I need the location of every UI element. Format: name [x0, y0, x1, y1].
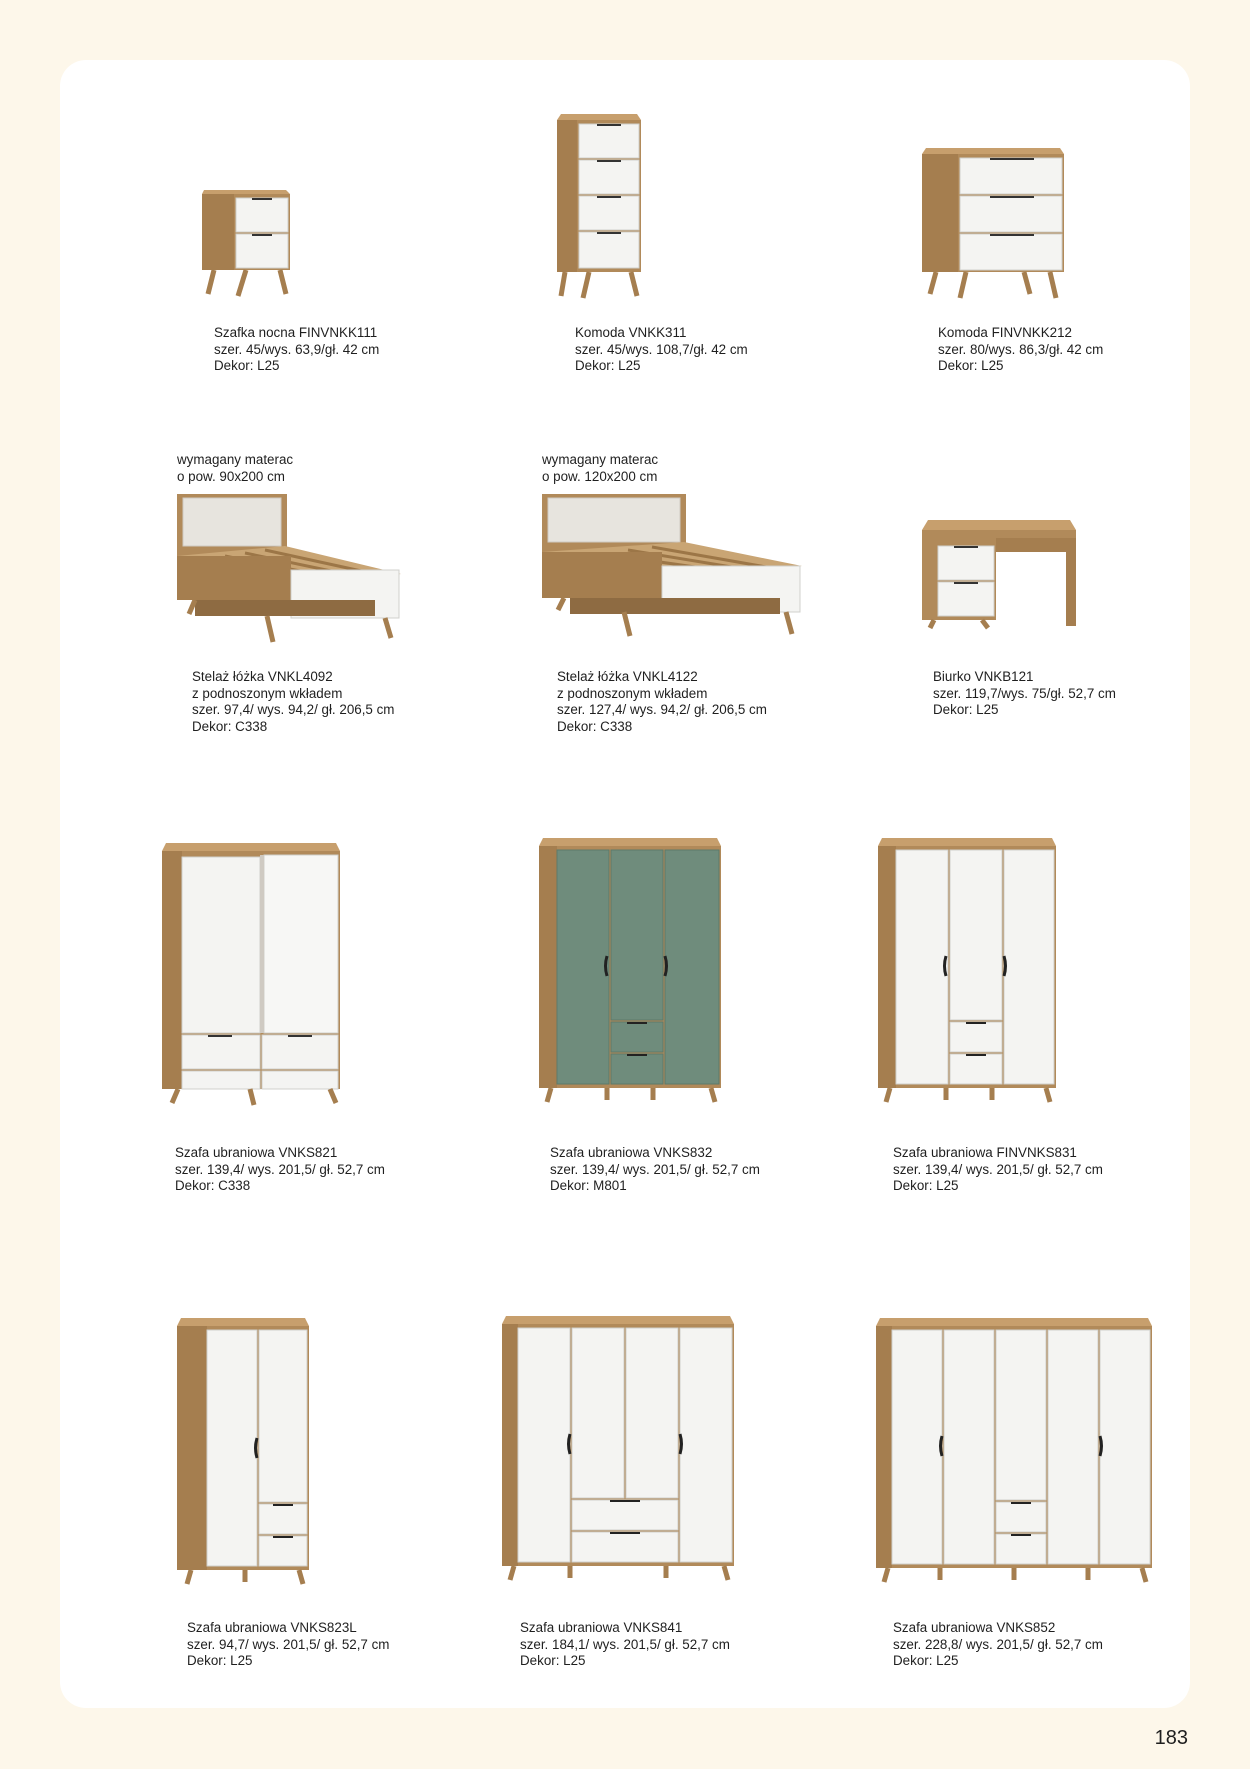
product-dimensions: szer. 45/wys. 108,7/gł. 42 cm [575, 341, 748, 357]
product-decor: Dekor: C338 [192, 718, 268, 734]
product-name: Szafa ubraniowa VNKS852 [893, 1620, 1056, 1635]
product-dimensions: szer. 97,4/ wys. 94,2/ gł. 206,5 cm [192, 702, 395, 717]
white-3-door-wardrobe-image [876, 838, 1058, 1104]
product-decor: Dekor: C338 [175, 1178, 251, 1193]
product-name: Szafa ubraniowa VNKS821 [175, 1145, 338, 1160]
mattress-note-1: wymagany materac o pow. 90x200 cm [177, 452, 294, 484]
product-caption-11 [520, 1620, 730, 1670]
sliding-wardrobe-image [160, 843, 342, 1105]
4-door-wardrobe-icon [500, 1316, 736, 1582]
product-name: Stelaż łóżka VNKL4122 [557, 669, 698, 684]
single-bed-icon [175, 490, 401, 646]
product-name: Szafa ubraniowa VNKS823L [187, 1620, 357, 1635]
product-name: Szafa ubraniowa FINVNKS831 [893, 1145, 1077, 1160]
product-name: Stelaż łóżka VNKL4092 [192, 669, 333, 684]
product-caption-1 [214, 325, 379, 375]
double-bed-image [540, 490, 802, 640]
tall-dresser-icon [555, 114, 643, 300]
5-door-wardrobe-image [874, 1318, 1154, 1584]
product-decor: Dekor: L25 [938, 358, 1004, 373]
product-decor: Dekor: L25 [575, 358, 641, 373]
product-decor: Dekor: L25 [893, 1178, 959, 1193]
product-dimensions: szer. 119,7/wys. 75/gł. 52,7 cm [933, 685, 1116, 701]
product-caption-4 [192, 669, 394, 735]
product-extra: z podnoszonym wkładem [192, 685, 343, 701]
product-caption-7 [175, 1145, 385, 1195]
5-door-wardrobe-icon [874, 1318, 1154, 1584]
product-decor: Dekor: L25 [214, 358, 280, 373]
green-wardrobe-icon [537, 838, 723, 1104]
2-door-wardrobe-icon [175, 1318, 311, 1586]
product-caption-9 [893, 1145, 1103, 1195]
product-name: Szafa ubraniowa VNKS832 [550, 1145, 713, 1160]
product-caption-10 [187, 1620, 389, 1670]
single-bed-image [175, 490, 401, 646]
dresser-image [920, 148, 1066, 300]
white-3-door-wardrobe-icon [876, 838, 1058, 1104]
product-caption-8 [550, 1145, 760, 1195]
product-decor: Dekor: L25 [520, 1653, 586, 1668]
product-name: Biurko VNKB121 [933, 669, 1034, 684]
product-dimensions: szer. 80/wys. 86,3/gł. 42 cm [938, 341, 1104, 357]
double-bed-icon [540, 490, 802, 640]
product-decor: Dekor: C338 [557, 718, 633, 734]
sliding-wardrobe-icon [160, 843, 342, 1105]
product-name: Komoda VNKK311 [575, 325, 687, 340]
product-dimensions: szer. 228,8/ wys. 201,5/ gł. 52,7 cm [893, 1636, 1103, 1652]
product-name: Szafa ubraniowa VNKS841 [520, 1620, 683, 1635]
product-dimensions: szer. 184,1/ wys. 201,5/ gł. 52,7 cm [520, 1636, 730, 1652]
product-name: Komoda FINVNKK212 [938, 325, 1072, 340]
desk-image [920, 520, 1078, 630]
product-decor: Dekor: L25 [933, 702, 999, 717]
desk-icon [920, 520, 1078, 630]
product-decor: Dekor: L25 [187, 1653, 253, 1668]
green-wardrobe-image [537, 838, 723, 1104]
product-decor: Dekor: L25 [893, 1653, 959, 1668]
product-caption-12 [893, 1620, 1103, 1670]
product-dimensions: szer. 139,4/ wys. 201,5/ gł. 52,7 cm [893, 1161, 1103, 1177]
product-caption-2 [575, 325, 748, 375]
dresser-icon [920, 148, 1066, 300]
product-name: Szafka nocna FINVNKK111 [214, 325, 378, 340]
product-dimensions: szer. 139,4/ wys. 201,5/ gł. 52,7 cm [175, 1161, 385, 1177]
2-door-wardrobe-image [175, 1318, 311, 1586]
tall-dresser-image [555, 114, 643, 300]
product-extra: z podnoszonym wkładem [557, 685, 708, 701]
product-caption-5 [557, 669, 767, 735]
product-dimensions: szer. 94,7/ wys. 201,5/ gł. 52,7 cm [187, 1636, 390, 1652]
product-dimensions: szer. 45/wys. 63,9/gł. 42 cm [214, 341, 380, 357]
product-dimensions: szer. 127,4/ wys. 94,2/ gł. 206,5 cm [557, 702, 767, 717]
product-caption-3 [938, 325, 1103, 375]
nightstand-image [200, 190, 292, 298]
mattress-note-2: wymagany materac o pow. 120x200 cm [542, 452, 659, 484]
4-door-wardrobe-image [500, 1316, 736, 1582]
product-dimensions: szer. 139,4/ wys. 201,5/ gł. 52,7 cm [550, 1161, 760, 1177]
product-decor: Dekor: M801 [550, 1178, 627, 1193]
page-number: 183 [1154, 1727, 1188, 1749]
product-caption-6 [933, 669, 1116, 719]
nightstand-icon [200, 190, 292, 298]
